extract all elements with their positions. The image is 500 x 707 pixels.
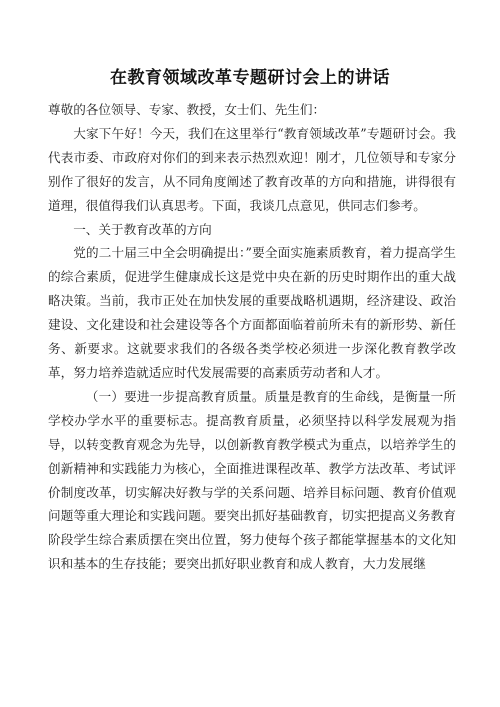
paragraph-quality: （一）要进一步提高教育质量。质量是教育的生命线，是衡量一所学校办学水平的重要标志。提高教育质量，必须坚持以科学发展观为指导，以转变教育观念为先导，以创新教育教学模式为重点，以培养学生的创新精神和实践能力为核心，全面推进课程改革、教学方法改革、考试评价制度改革，切实解决好教与学的关系问题、培养目标问题、教育价值观问题等重大理论和实践问题。要突出抓好基础教育，切实把提高义务教育阶段学生综合素质摆在突出位置，努力使每个孩子都能掌握基本的文化知识和基本的生存技能；要突出抓好职业教育和成人教育，大力发展继 xyxy=(48,388,456,572)
document-body xyxy=(48,98,456,576)
section-heading: 一、关于教育改革的方向 xyxy=(73,221,212,237)
paragraph-opening: 大家下午好！今天，我们在这里举行“教育领域改革”专题研讨会。我代表市委、市政府对你们的到来表示热烈欢迎！刚才，几位领导和专家分别作了很好的发言，从不同角度阐述了教育改革的方向和措施，讲得很有道理，很值得我们认真思考。下面，我谈几点意见，供同志们参考。 xyxy=(48,125,456,213)
paragraph-direction: 党的二十届三中全会明确提出：”要全面实施素质教育，着力提高学生的综合素质，促进学生健康成长这是党中央在新的历史时期作出的重大战略决策。当前，我市正处在加快发展的重要战略机遇期，经济建设、政治建设、文化建设和社会建设等各个方面都面临着前所未有的新形势、新任务、新要求。这就要求我们的各级各类学校必须进一步深化教育教学改革，努力培养造就适应时代发展需要的高素质劳动者和人才。 xyxy=(48,245,456,380)
document-title: 在教育领域改革专题研讨会上的讲话 xyxy=(110,68,390,88)
salutation: 尊敬的各位领导、专家、教授，女士们、先生们： xyxy=(48,102,326,117)
